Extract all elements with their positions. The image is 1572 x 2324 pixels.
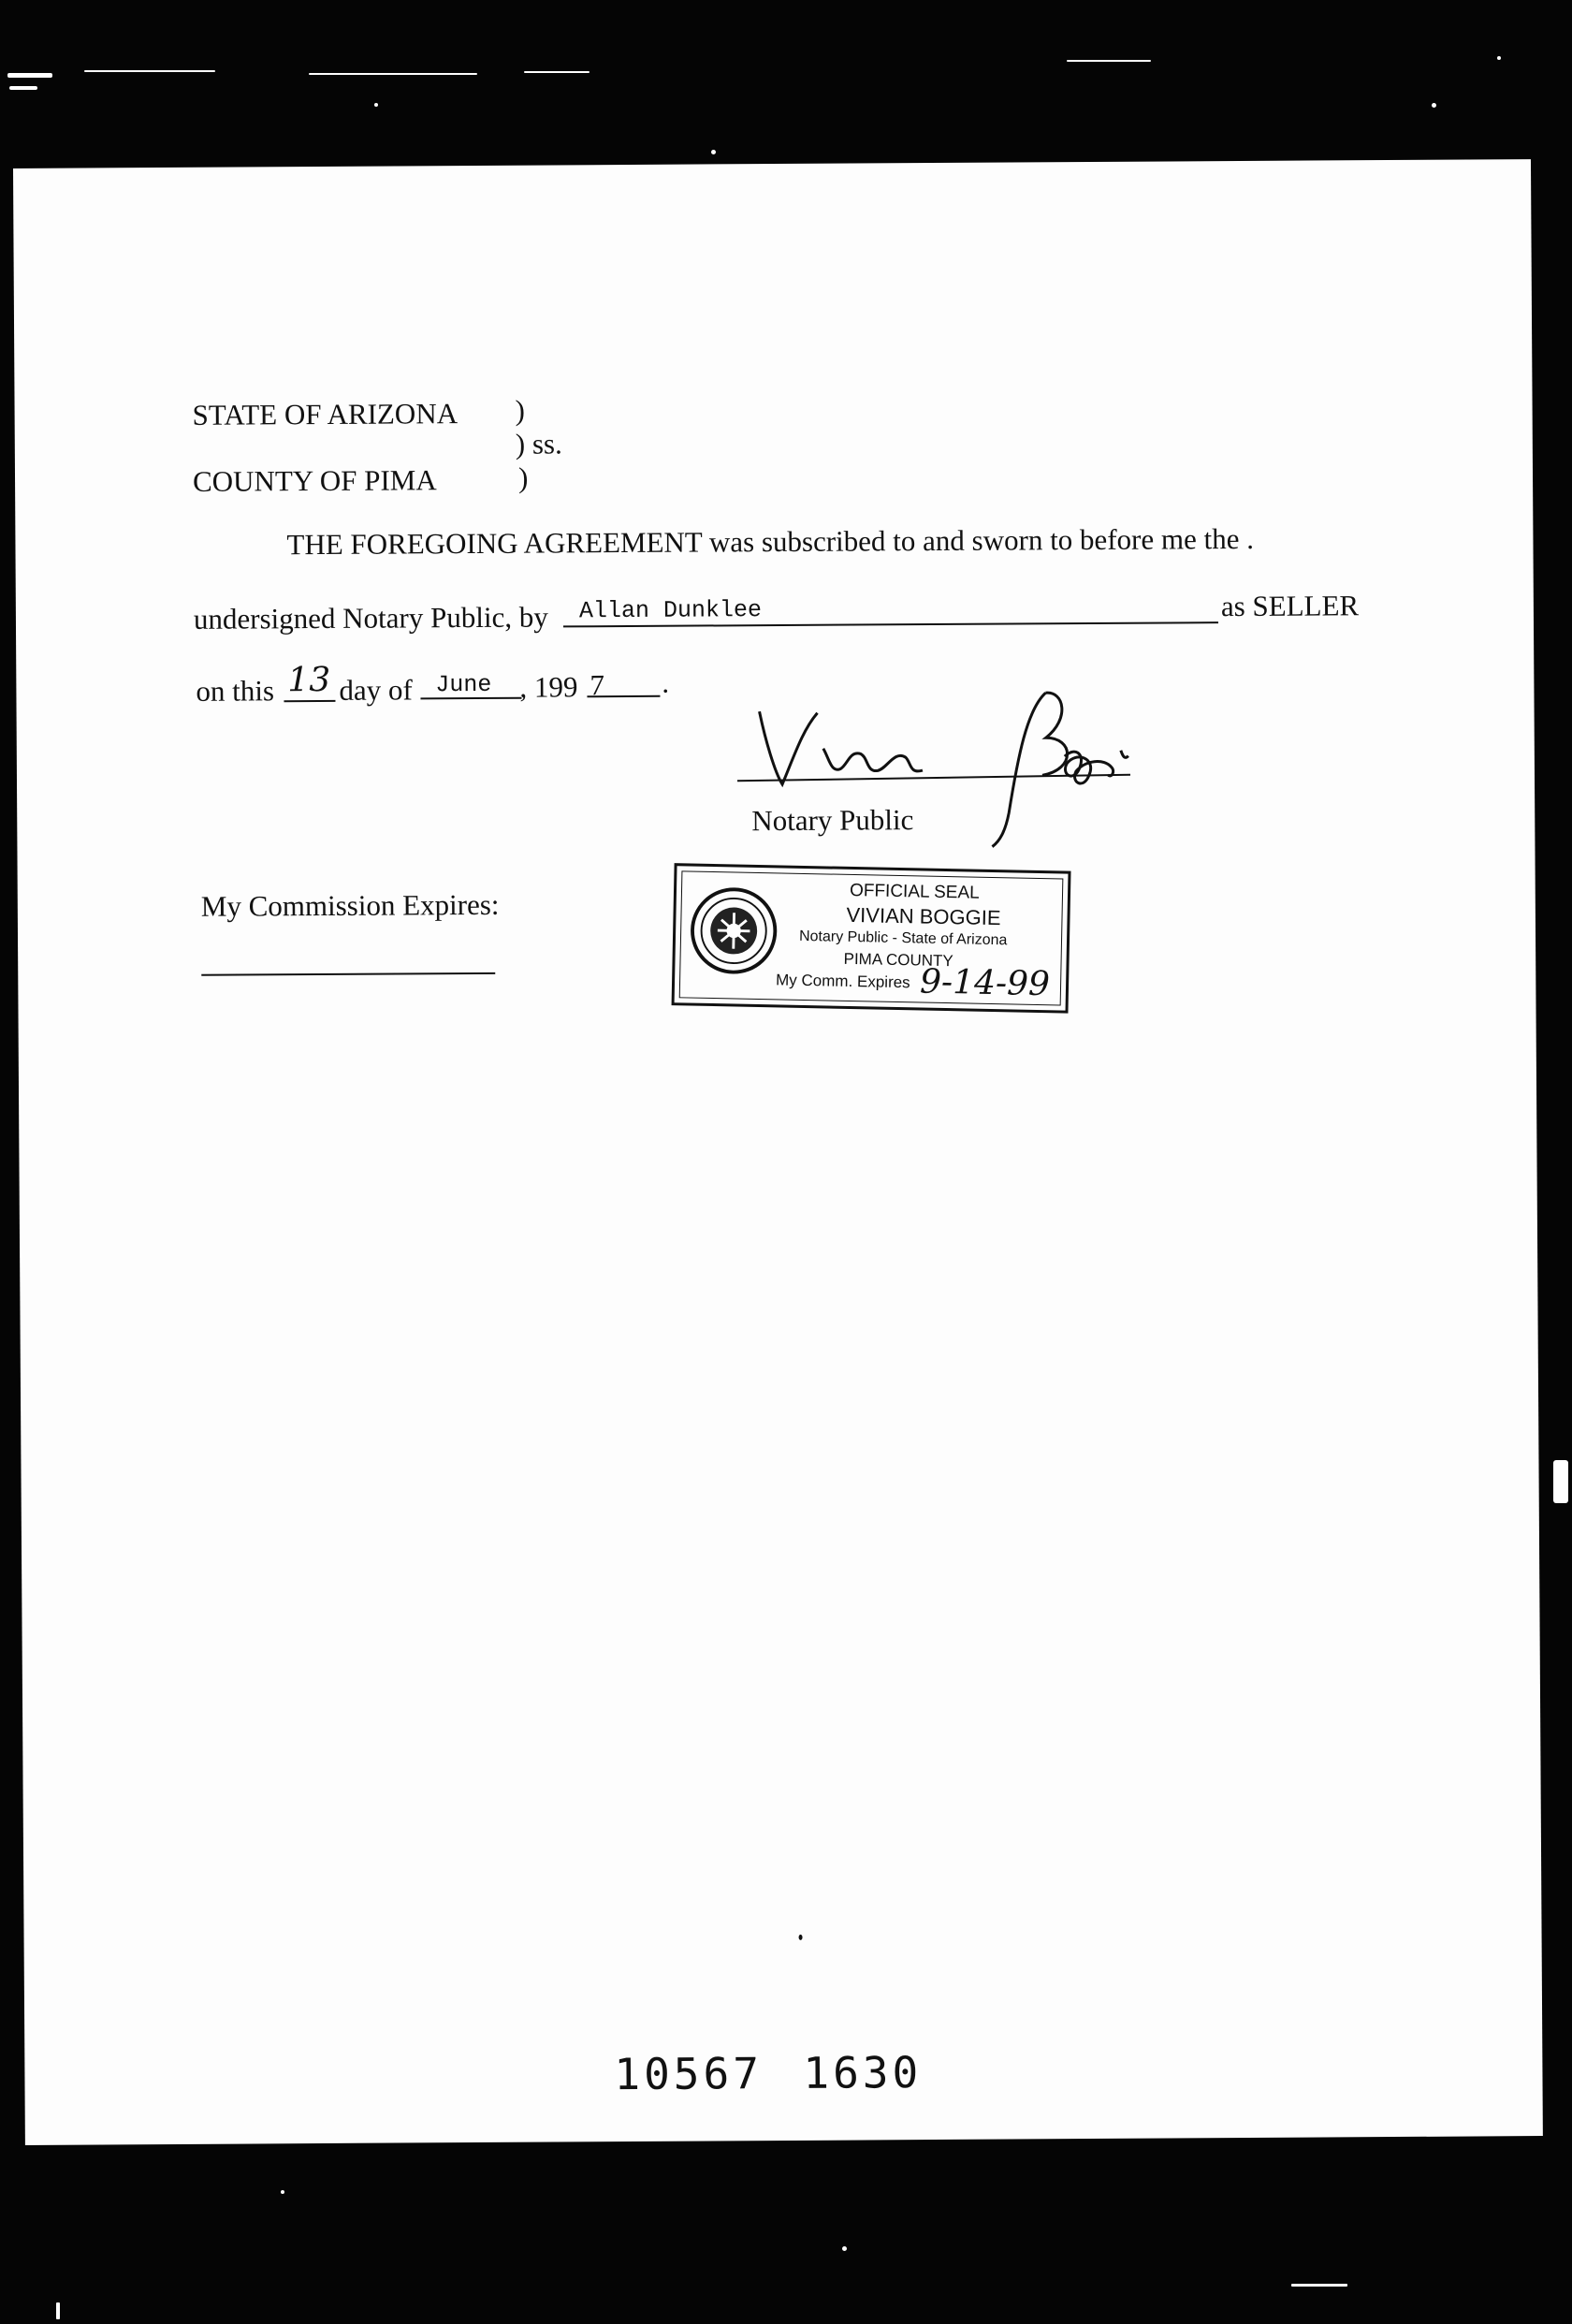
- agreement-line-3-prefix: on this: [196, 674, 275, 708]
- state-seal-icon: [688, 885, 779, 977]
- year-prefix: , 199: [519, 670, 578, 704]
- seal-line-4: PIMA COUNTY: [843, 949, 953, 971]
- day-blank: [284, 700, 335, 702]
- line-3-period: .: [662, 665, 670, 699]
- seal-title: OFFICIAL SEAL: [849, 880, 980, 903]
- agreement-line-1: THE FOREGOING AGREEMENT was subscribed to and sworn to before me the .: [286, 521, 1255, 562]
- commission-expires-label: My Commission Expires:: [200, 887, 500, 923]
- seal-line-3: Notary Public - State of Arizona: [798, 928, 1008, 949]
- notary-public-label: Notary Public: [751, 803, 914, 838]
- agreement-line-2-suffix: as SELLER: [1220, 589, 1360, 623]
- commission-expires-blank: [201, 972, 495, 976]
- seal-name: VIVIAN BOGGIE: [846, 902, 1001, 930]
- signer-name: Allan Dunklee: [578, 596, 763, 625]
- state-label: STATE OF ARIZONA: [192, 397, 458, 431]
- seal-expiry-handwritten: 9-14-99: [919, 962, 1051, 1004]
- seal-line-5: My Comm. Expires: [775, 971, 910, 992]
- month-value: June: [435, 670, 492, 699]
- venue-paren-ss: ) ss.: [515, 427, 562, 460]
- venue-paren-1: ): [515, 393, 526, 427]
- day-value: 13: [287, 660, 331, 700]
- agreement-line-3-mid: day of: [339, 673, 413, 707]
- county-label: COUNTY OF PIMA: [192, 463, 437, 498]
- document-page: [13, 159, 1543, 2145]
- agreement-line-2-prefix: undersigned Notary Public, by: [193, 600, 548, 636]
- page-mark: [799, 1935, 803, 1940]
- document-number-1: 10567: [614, 2048, 764, 2100]
- year-digit: 7: [590, 668, 604, 702]
- venue-paren-3: ): [517, 460, 529, 494]
- document-number-2: 1630: [803, 2047, 923, 2098]
- official-seal-stamp: [672, 863, 1071, 1013]
